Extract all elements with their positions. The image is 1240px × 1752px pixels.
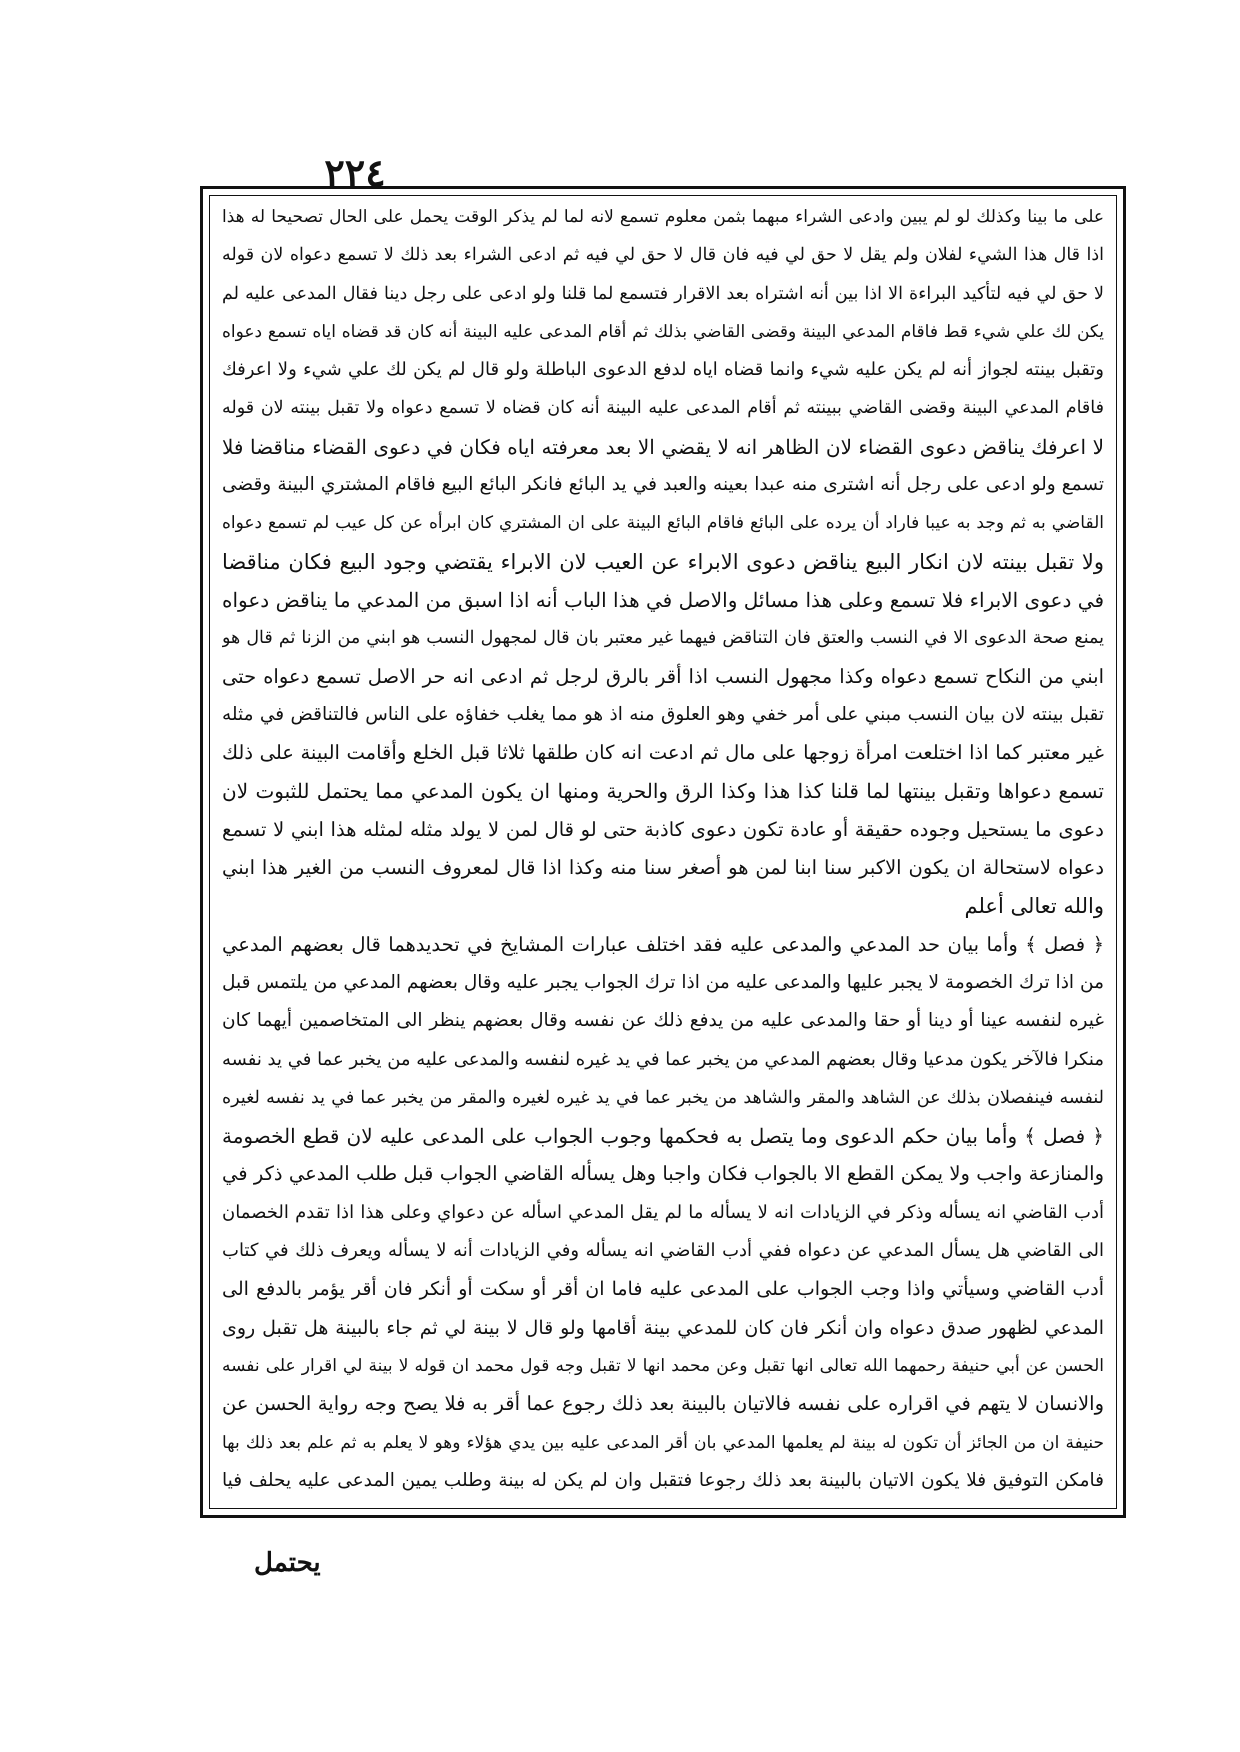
text-line: الحسن عن أبي حنيفة رحمهما الله تعالى انها تقبل وعن محمد انها لا تقبل وجه قول محمد ان قوله لا بينة لي اقرار على نفسه: [222, 1355, 1104, 1376]
text-line: أدب القاضي وسيأتي واذا وجب الجواب على المدعى عليه فاما ان أقر أو سكت أو أنكر فان أقر يؤمر بالدفع الى: [222, 1278, 1104, 1301]
text-line: على ما بينا وكذلك لو لم يبين وادعى الشراء مبهما بثمن معلوم تسمع لانه لما لم يذكر الوقت يحمل على الحال تصحيحا له هذا: [222, 207, 1104, 227]
text-line: ﴿ فصل ﴾ وأما بيان حد المدعي والمدعى عليه فقد اختلف عبارات المشايخ في تحديدهما قال بعضهم المدعي: [222, 932, 1104, 956]
text-line: والله تعالى أعلم: [964, 894, 1104, 919]
catchword: يحتمل: [254, 1548, 321, 1578]
text-line: تسمع دعواها وتقبل بينتها لما قلنا كذا هذا وكذا الرق والحرية ومنها ان يكون المدعي مما يحتمل للثبوت لان: [222, 779, 1104, 804]
text-line: يكن لك علي شيء قط فاقام المدعي البينة وقضى القاضي بذلك ثم أقام المدعى عليه البينة أنه كان قد قضاه اياه تسمع دعواه: [222, 321, 1104, 342]
text-line: حنيفة ان من الجائز أن تكون له بينة لم يعلمها المدعي بان أقر المدعى عليه بين يدي هؤلاء وهو لا يعلم به ثم علم بعد ذلك بها: [222, 1432, 1104, 1453]
text-line: ابني من النكاح تسمع دعواه وكذا مجهول النسب اذا أقر بالرق لرجل ثم ادعى انه حر الاصل تسمع دعواه حتى: [222, 664, 1104, 688]
text-line: دعوى ما يستحيل وجوده حقيقة أو عادة تكون دعوى كاذبة حتى لو قال لمن لا يولد مثله لمثله هذا ابني لا تسمع: [222, 817, 1104, 841]
text-line: وتقبل بينته لجواز أنه لم يكن عليه شيء وانما قضاه اياه لدفع الدعوى الباطلة ولو قال لم يكن لك علي شيء ولا اعرفك: [222, 359, 1104, 381]
text-frame-inner: [209, 195, 1117, 1509]
text-line: والمنازعة واجب ولا يمكن القطع الا بالجواب فكان واجبا وهل يسأله القاضي الجواب قبل طلب المدعي ذكر في: [222, 1162, 1104, 1186]
text-line: ﴿ فصل ﴾ وأما بيان حكم الدعوى وما يتصل به فحكمها وجوب الجواب على المدعى عليه لان قطع الخصومة: [222, 1124, 1104, 1149]
text-line: من اذا ترك الخصومة لا يجبر عليها والمدعى عليه من اذا ترك الجواب يجبر عليه وقال بعضهم المدعي من يلتمس قبل: [222, 971, 1104, 993]
text-line: فامكن التوفيق فلا يكون الاتيان بالبينة بعد ذلك رجوعا فتقبل وان لم يكن له بينة وطلب يمين المدعى عليه يحلف فيا: [222, 1469, 1104, 1491]
text-line: لا حق لي فيه لتأكيد البراءة الا اذا بين أنه اشتراه بعد الاقرار فتسمع لما قلنا ولو ادعى على رجل دينا فقال المدعى عليه لم: [222, 283, 1104, 304]
text-line: تقبل بينته لان بيان النسب مبني على أمر خفي وهو العلوق منه اذ هو مما يغلب خفاؤه على الناس فالتناقض في مثله: [222, 703, 1104, 725]
text-line: المدعي لظهور صدق دعواه وان أنكر فان كان للمدعي بينة أقامها ولو قال لا بينة لي ثم جاء بالبينة هل تقبل روى: [222, 1316, 1104, 1339]
text-line: في دعوى الابراء فلا تسمع وعلى هذا مسائل والاصل في هذا الباب أنه اذا اسبق من المدعي ما يناقض دعواه: [222, 587, 1104, 612]
text-line: تسمع ولو ادعى على رجل أنه اشترى منه عبدا بعينه والعبد في يد البائع فانكر البائع البيع فاقام المشتري البينة وقضى: [222, 474, 1104, 496]
text-body: [222, 202, 1104, 1502]
text-frame: [200, 186, 1126, 1518]
text-line: فاقام المدعي البينة وقضى القاضي ببينته ثم أقام المدعى عليه البينة أنه كان قضاه لا تسمع دعواه ولا تقبل بينته لان قوله: [222, 398, 1104, 419]
text-line: لا اعرفك يناقض دعوى القضاء لان الظاهر انه لا يقضي الا بعد معرفته اياه فكان في دعوى القضاء مناقضا فلا: [222, 434, 1104, 459]
text-line: الى القاضي هل يسأل المدعي عن دعواه ففي أدب القاضي انه يسأله وفي الزيادات أنه لا يسأله ويعرف ذلك في كتاب: [222, 1240, 1104, 1262]
text-line: يمنع صحة الدعوى الا في النسب والعتق فان التناقض فيهما غير معتبر بان قال لمجهول النسب هو ابني من الزنا ثم قال هو: [222, 628, 1104, 649]
page-number: ٢٢٤: [324, 150, 386, 195]
text-line: أدب القاضي انه يسأله وذكر في الزيادات انه لا يسأله ما لم يقل المدعي اسأله عن دعواي وعلى هذا اذا تقدم الخصمان: [222, 1201, 1104, 1223]
text-line: اذا قال هذا الشيء لفلان ولم يقل لا حق لي فيه فان قال لا حق لي فيه ثم ادعى الشراء بعد ذلك لا تسمع دعواه لان قوله: [222, 245, 1104, 266]
text-line: والانسان لا يتهم في اقراره على نفسه فالاتيان بالبينة بعد ذلك رجوع عما أقر به فلا يصح وجه رواية الحسن عن: [222, 1392, 1104, 1416]
text-line: القاضي به ثم وجد به عيبا فاراد أن يرده على البائع فاقام البائع البينة على ان المشتري كان ابرأه عن كل عيب لم تسمع دعواه: [222, 513, 1104, 534]
text-line: غيره لنفسه عينا أو دينا أو حقا والمدعى عليه من يدفع ذلك عن نفسه وقال بعضهم ينظر الى المتخاصمين أيهما كان: [222, 1010, 1104, 1032]
text-line: ولا تقبل بينته لان انكار البيع يناقض دعوى الابراء عن العيب لان الابراء يقتضي وجود البيع فكان مناقضا: [222, 549, 1104, 574]
text-line: منكرا فالآخر يكون مدعيا وقال بعضهم المدعي من يخبر عما في يد غيره لنفسه والمدعى عليه من يخبر عما في يد نفسه: [222, 1048, 1104, 1070]
text-line: دعواه لاستحالة ان يكون الاكبر سنا ابنا لمن هو أصغر سنا منه وكذا اذا قال لمعروف النسب من الغير هذا ابني: [222, 856, 1104, 880]
text-line: غير معتبر كما اذا اختلعت امرأة زوجها على مال ثم ادعت انه كان طلقها ثلاثا قبل الخلع وأقامت البينة على ذلك: [222, 741, 1104, 765]
text-line: لنفسه فينفصلان بذلك عن الشاهد والمقر والشاهد من يخبر عما في يد غيره لغيره والمقر من يخبر عما في يد نفسه لغيره: [222, 1087, 1104, 1108]
